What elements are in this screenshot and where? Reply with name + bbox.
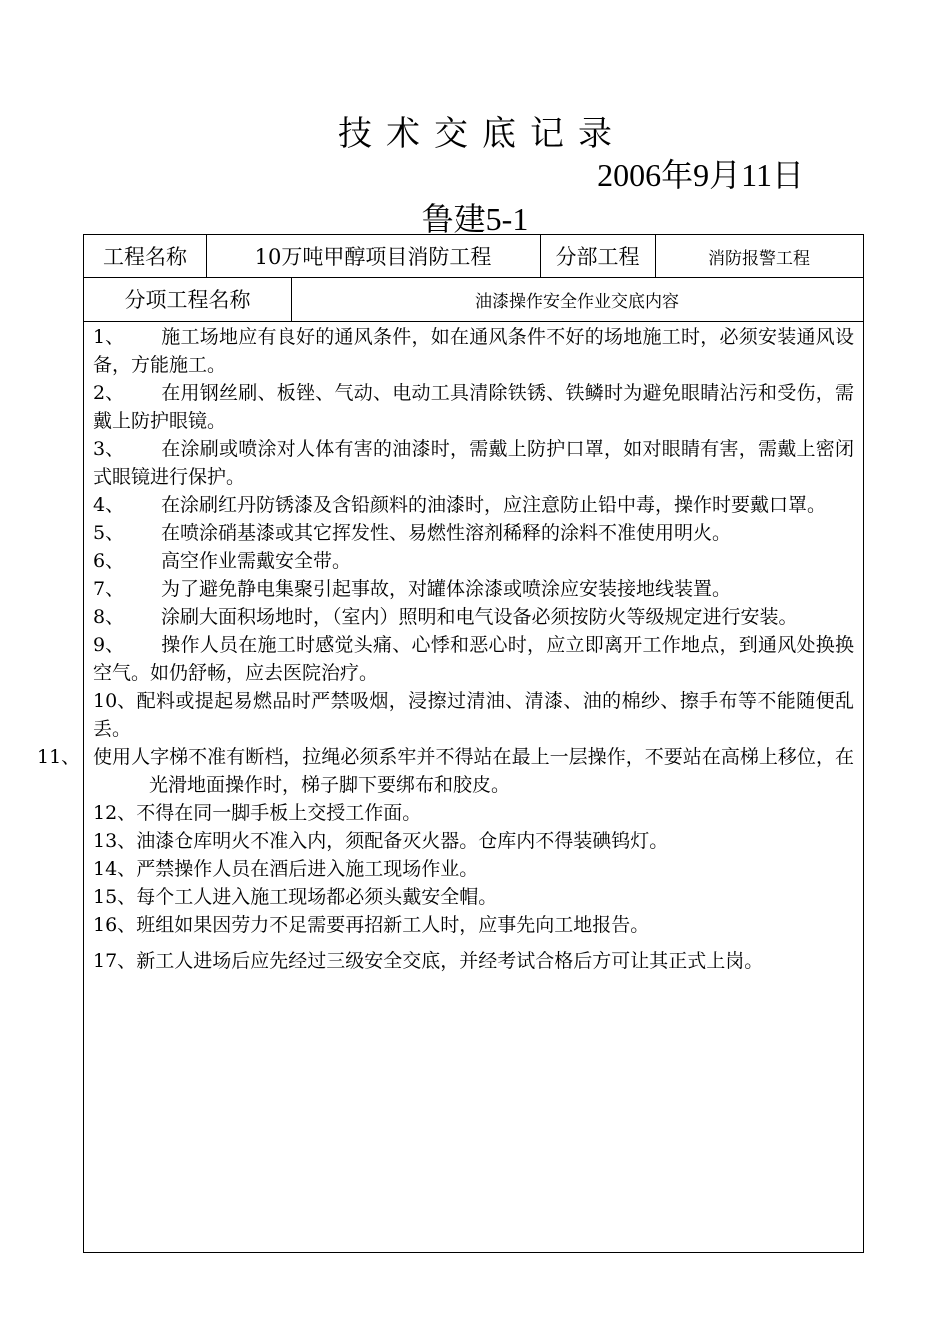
subitem-name-label: 分项工程名称	[84, 277, 292, 321]
list-item: 16、班组如果因劳力不足需要再招新工人时，应事先向工地报告。	[93, 914, 650, 936]
record-table	[37, 234, 864, 1253]
division-label: 分部工程	[540, 235, 656, 277]
list-item: 11、 使用人字梯不准有断档，拉绳必须系牢并不得站在最上一层操作，不要站在高梯上移位，在光滑地面操作时，梯子脚下要绑布和胶皮。	[37, 746, 854, 796]
list-item: 6、 高空作业需戴安全带。	[93, 550, 352, 572]
subitem-row	[84, 277, 863, 322]
document-date: 2006年9月11日	[597, 157, 804, 193]
list-item: 7、 为了避免静电集聚引起事故，对罐体涂漆或喷涂应安装接地线装置。	[93, 578, 732, 600]
list-item: 1、 施工场地应有良好的通风条件，如在通风条件不好的场地施工时，必须安装通风设备，方能施工。	[93, 326, 854, 376]
project-row	[84, 235, 863, 278]
list-item: 8、 涂刷大面积场地时，（室内）照明和电气设备必须按防火等级规定进行安装。	[93, 606, 798, 628]
division-value: 消防报警工程	[708, 248, 810, 269]
list-item: 2、 在用钢丝刷、板锉、气动、电动工具清除铁锈、铁鳞时为避免眼睛沾污和受伤，需戴上防护眼镜。	[93, 382, 854, 432]
list-item: 5、 在喷涂硝基漆或其它挥发性、易燃性溶剂稀释的涂料不准使用明火。	[93, 522, 732, 544]
list-item: 4、 在涂刷红丹防锈漆及含铅颜料的油漆时，应注意防止铅中毒，操作时要戴口罩。	[93, 494, 827, 516]
list-item: 3、 在涂刷或喷涂对人体有害的油漆时，需戴上防护口罩，如对眼睛有害，需戴上密闭式眼镜进行保护。	[93, 438, 854, 488]
list-item: 12、不得在同一脚手板上交授工作面。	[93, 802, 422, 824]
instruction-list	[37, 323, 854, 983]
list-item: 13、油漆仓库明火不准入内，须配备灭火器。仓库内不得装碘钨灯。	[93, 830, 669, 852]
list-item: 17、新工人进场后应先经过三级安全交底，并经考试合格后方可让其正式上岗。	[93, 950, 764, 972]
subitem-name-value: 油漆操作安全作业交底内容	[475, 291, 679, 312]
list-item: 14、严禁操作人员在酒后进入施工现场作业。	[93, 858, 479, 880]
project-name-value: 10万吨甲醇项目消防工程	[206, 235, 541, 277]
list-item: 10、配料或提起易燃品时严禁吸烟，浸擦过清油、清漆、油的棉纱、擦手布等不能随便乱丢。	[93, 690, 854, 740]
list-item: 15、每个工人进入施工现场都必须头戴安全帽。	[93, 886, 498, 908]
document-title: 技术交底记录	[338, 114, 626, 154]
form-code: 鲁建5-1	[421, 201, 529, 237]
list-item: 9、 操作人员在施工时感觉头痛、心悸和恶心时，应立即离开工作地点，到通风处换换空气。如仍舒畅，应去医院治疗。	[93, 634, 854, 684]
project-name-label: 工程名称	[84, 235, 207, 277]
